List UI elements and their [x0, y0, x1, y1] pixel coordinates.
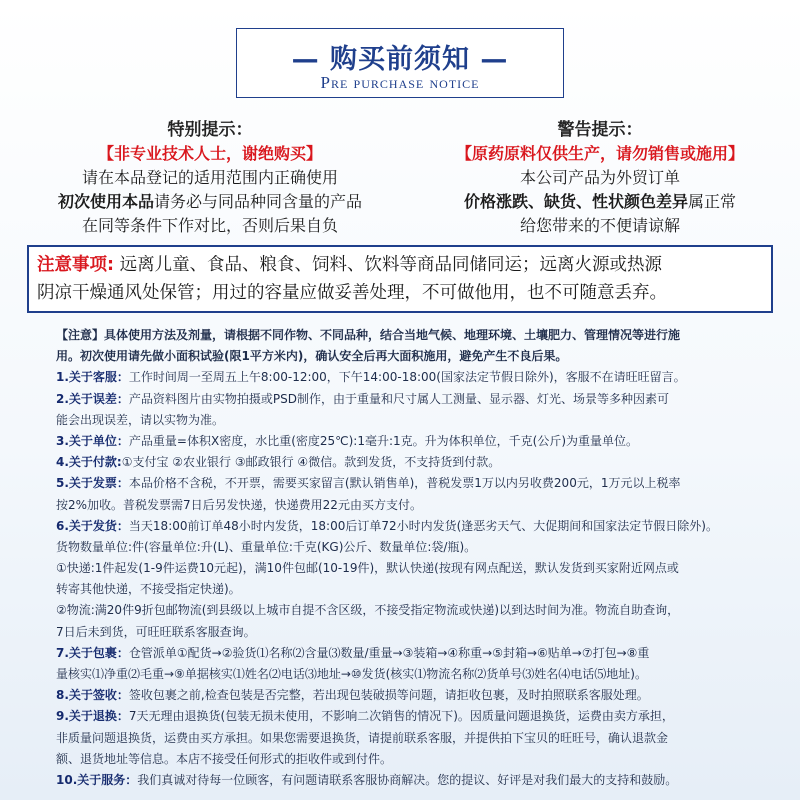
- page-subtitle: Pre purchase notice: [320, 73, 480, 92]
- caution-text: 远离儿童、食品、粮食、饲料、饮料等商品同储同运；远离火源或热源: [114, 255, 663, 275]
- note-continuation: 转寄其他快递，不接受指定快递)。: [56, 582, 241, 597]
- note-text: 签收包裹之前,检查包装是否完整，若出现包装破损等问题，请拒收包裹，及时拍照联系客服处理。: [128, 688, 649, 703]
- note-invoice: [56, 473, 756, 494]
- note-text: 7天无理由退换货(包装无损未使用，不影响二次销售的情况下)。因质量问题退换货，运费由卖方承担，: [128, 709, 674, 724]
- special-tips-bold: 初次使用本品: [57, 192, 154, 211]
- note-text: 工作时间周一至周五上午8:00-12:00，下午14:00-18:00(国家法定节假日除外)，客服不在请旺旺留言。: [128, 370, 686, 385]
- special-tips-text: 请务必与同品种同含量的产品: [154, 192, 363, 211]
- note-text: 当天18:00前订单48小时内发货，18:00后订单72小时内发货(逢恶劣天气、大促期间和国家法定节假日除外)。: [128, 518, 718, 533]
- warning-tips-heading: 警告提示：: [557, 120, 643, 140]
- note-key: 7.关于包裹：: [56, 645, 129, 660]
- note-service: [56, 770, 756, 791]
- note-continuation: ①快递:1件起发(1-9件运费10元起)，满10件包邮(10-19件)，默认快递(按现有网点配送，默认发货到买家附近网点或: [56, 561, 679, 576]
- notice-header: [236, 28, 564, 98]
- caution-label: 注意事项:: [37, 255, 114, 275]
- note-key: 8.关于签收：: [56, 688, 129, 703]
- note-shipping: [56, 516, 756, 537]
- notes-intro: 【注意】具体使用方法及剂量，请根据不同作物、不同品种，结合当地气候、地理环境、土壤肥力、管理情况等进行施: [56, 328, 681, 342]
- notes-list: [56, 325, 756, 791]
- note-package: [56, 643, 756, 664]
- warning-tips-line: 给您带来的不便请谅解: [519, 216, 680, 235]
- note-key: 9.关于退换：: [56, 709, 129, 724]
- note-unit: [56, 431, 756, 452]
- caution-line: 阴凉干燥通风处保管；用过的容量应做妥善处理，不可做他用，也不可随意丢弃。: [37, 283, 667, 303]
- note-key: 4.关于付款:: [56, 455, 122, 470]
- note-key: 6.关于发货：: [56, 518, 129, 533]
- warning-tips-warning: 【原药原料仅供生产，请勿销售或施用】: [455, 144, 744, 163]
- special-tips-warning: 【非专业技术人士，谢绝购买】: [97, 144, 322, 163]
- note-receipt: [56, 685, 756, 706]
- note-continuation: 7日后未到货，可旺旺联系客服查询。: [56, 624, 256, 639]
- note-continuation: 按2%加收。普税发票需7日后另发快递，快递费用22元由买方支付。: [56, 497, 422, 512]
- note-error: [56, 389, 756, 410]
- warning-tips-text: 属正常: [688, 192, 737, 211]
- note-key: 2.关于误差：: [56, 391, 129, 406]
- note-text: ①支付宝 ②农业银行 ③邮政银行 ④微信。款到发货，不支持货到付款。: [121, 455, 501, 470]
- note-continuation: 能会出现误差，请以实物为准。: [56, 412, 225, 427]
- note-key: 3.关于单位：: [56, 433, 129, 448]
- note-text: 产品重量=体积X密度，水比重(密度25℃):1毫升:1克。升为体积单位，千克(公斤)为重量单位。: [128, 433, 639, 448]
- special-tips-column: [10, 118, 410, 238]
- warning-tips-column: [400, 118, 800, 238]
- special-tips-line: 在同等条件下作对比，否则后果自负: [81, 216, 338, 235]
- note-text: 仓管派单①配货→②验货⑴名称⑵含量⑶数量/重量→③装箱→④称重→⑤封箱→⑥贴单→⑦打包→⑧重: [128, 645, 650, 660]
- note-return: [56, 706, 756, 727]
- warning-tips-line: 本公司产品为外贸订单: [519, 168, 680, 187]
- warning-tips-bold: 价格涨跌、缺货、性状颜色差异: [463, 192, 688, 211]
- note-continuation: 额、退货地址等信息。本店不接受任何形式的拒收件或到付件。: [56, 751, 393, 766]
- note-text: 本品价格不含税，不开票，需要买家留言(默认销售单)，普税发票1万以内另收费200元，1万元以上税率: [128, 476, 681, 491]
- caution-line: [37, 251, 763, 279]
- notes-intro: 用。初次使用请先做小面积试验(限1平方米内)，确认安全后再大面积施用，避免产生不良后果。: [56, 349, 568, 364]
- note-continuation: 货物数量单位:件(容量单位:升(L)、重量单位:千克(KG)公斤、数量单位:袋/瓶)。: [56, 539, 477, 554]
- page-title: — 购买前须知 —: [291, 44, 509, 75]
- note-continuation: 非质量问题退换货，运费由买方承担。如果您需要退换货，请提前联系客服，并提供拍下宝贝的旺旺号，确认退款金: [56, 730, 669, 745]
- note-continuation: 量核实⑴净重⑵毛重→⑨单据核实⑴姓名⑵电话⑶地址→⑩发货(核实⑴物流名称⑵货单号⑶姓名⑷电话⑸地址)。: [56, 667, 647, 681]
- note-customer-service: [56, 367, 756, 388]
- note-text: 我们真诚对待每一位顾客，有问题请联系客服协商解决。您的提议、好评是对我们最大的支持和鼓励。: [137, 772, 678, 787]
- special-tips-line: [10, 190, 410, 214]
- note-continuation: ②物流:满20件9折包邮物流(到县级以上城市自提不含区级，不接受指定物流或快递)以到达时间为准。物流自助查询，: [56, 603, 680, 618]
- note-text: 产品资料图片由实物拍摄或PSD制作，由于重量和尺寸属人工测量、显示器、灯光、场景等多种因素可: [128, 391, 670, 406]
- note-payment: [56, 452, 756, 473]
- caution-box: [27, 245, 773, 313]
- note-key: 5.关于发票：: [56, 476, 129, 491]
- note-key: 10.关于服务：: [56, 772, 138, 787]
- special-tips-line: 请在本品登记的适用范围内正确使用: [81, 168, 338, 187]
- special-tips-heading: 特别提示：: [167, 120, 253, 140]
- note-key: 1.关于客服：: [56, 370, 129, 385]
- warning-tips-line: [400, 190, 800, 214]
